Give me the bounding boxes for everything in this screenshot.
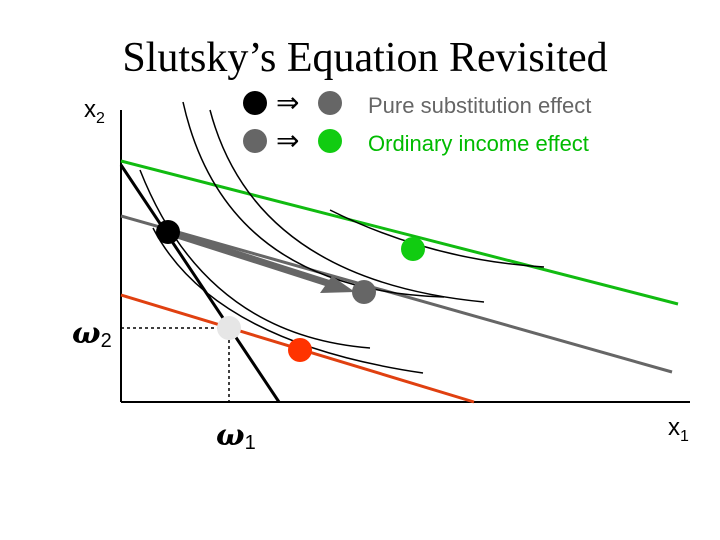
budget-line-green [121,161,678,304]
legend-green-dot [318,129,342,153]
omega1-label: ω1 [216,418,256,454]
budget-line-grey [121,216,672,372]
legend-arrow-2: ⇒ [276,124,300,157]
legend-grey-dot-1 [318,91,342,115]
page-title: Slutsky’s Equation Revisited [122,35,608,81]
legend-arrow-1: ⇒ [276,86,300,119]
endowment-point [217,316,241,340]
original-bundle-point [156,220,180,244]
y-axis-label: $x_2$ [84,96,105,127]
legend-income-text: Ordinary income effect [368,131,589,156]
substitution-arrow [168,232,340,287]
substitution-bundle-point [352,280,376,304]
indifference-curve-5 [330,210,544,267]
indifference-curve-2 [153,228,423,373]
legend-substitution-text: Pure substitution effect [368,93,592,118]
omega2-label: ω2 [72,316,112,352]
new-bundle-point [288,338,312,362]
legend-black-dot [243,91,267,115]
legend-grey-dot-2 [243,129,267,153]
x-axis-label: $x_1$ [668,414,689,445]
income-bundle-point [401,237,425,261]
